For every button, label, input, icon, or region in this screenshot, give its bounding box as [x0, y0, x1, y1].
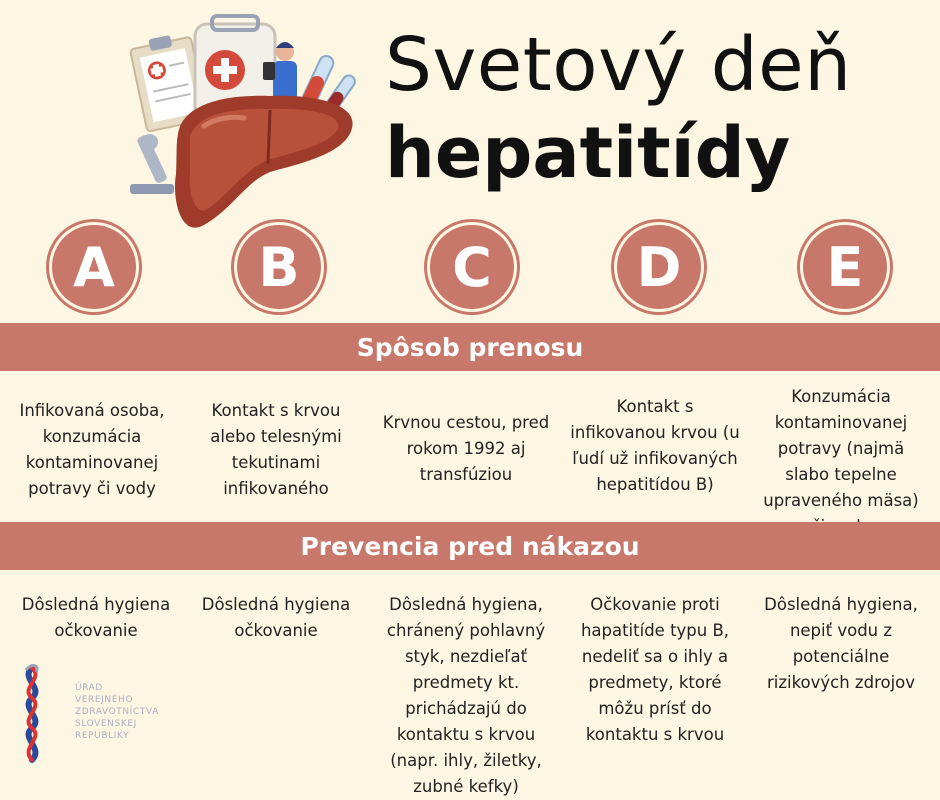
type-c-badge: C — [427, 222, 517, 312]
type-a-badge: A — [49, 222, 139, 312]
logo-line: VEREJNÉHO — [75, 695, 134, 705]
transmission-cell-b: Kontakt s krvou alebo telesnými tekutinami infikovaného — [210, 401, 342, 498]
prevention-cell-a: Dôsledná hygiena očkovanie — [21, 595, 171, 640]
logo-line: REPUBLIKY — [75, 731, 130, 741]
type-e-badge: E — [800, 222, 890, 312]
liver-icon — [175, 96, 353, 228]
transmission-cell-c: Krvnou cestou, pred rokom 1992 aj transfúziou — [382, 413, 550, 484]
prevention-cell-b: Dôsledná hygiena očkovanie — [201, 595, 351, 640]
logo-line: ZDRAVOTNÍCTVA — [75, 707, 159, 717]
transmission-cell-d: Kontakt s infikovanou krvou (u ľudí už infikovaných hepatitídou B) — [570, 397, 740, 494]
liver-illustration — [120, 14, 370, 229]
prevention-cell-c: Dôsledná hygiena, chránený pohlavný styk, nezdieľať predmety kt. prichádzajú do kontaktu s krvou (napr. ihly, žiletky, zubné kefky) — [386, 595, 546, 796]
title-line-2: hepatitídy — [385, 112, 791, 194]
prevention-cell-e: Dôsledná hygiena, nepiť vodu z potenciálne rizikových zdrojov — [764, 595, 918, 692]
title-line-1: Svetový deň — [385, 22, 852, 108]
transmission-cell-e: Konzumácia kontaminovanej potravy (najmä slabo tepelne upraveného mäsa) — [763, 387, 919, 510]
uvz-logo-icon — [12, 664, 52, 764]
microscope-icon — [130, 134, 174, 194]
transmission-heading: Spôsob prenosu — [0, 323, 940, 371]
prevention-cell-d: Očkovanie proti hapatitíde typu B, nedeliť sa o ihly a predmety, ktoré môžu prísť do kontaktu s krvou — [580, 595, 730, 744]
logo-line: SLOVENSKEJ — [75, 719, 137, 729]
type-d-badge: D — [614, 222, 704, 312]
hepatitis-type-row — [0, 222, 940, 312]
type-b-badge: B — [234, 222, 324, 312]
uvz-logo-text — [75, 682, 159, 742]
prevention-heading: Prevencia pred nákazou — [0, 522, 940, 570]
transmission-cell-a: Infikovaná osoba, konzumácia kontaminovanej potravy či vody — [19, 401, 165, 498]
logo-line: ÚRAD — [75, 683, 103, 693]
